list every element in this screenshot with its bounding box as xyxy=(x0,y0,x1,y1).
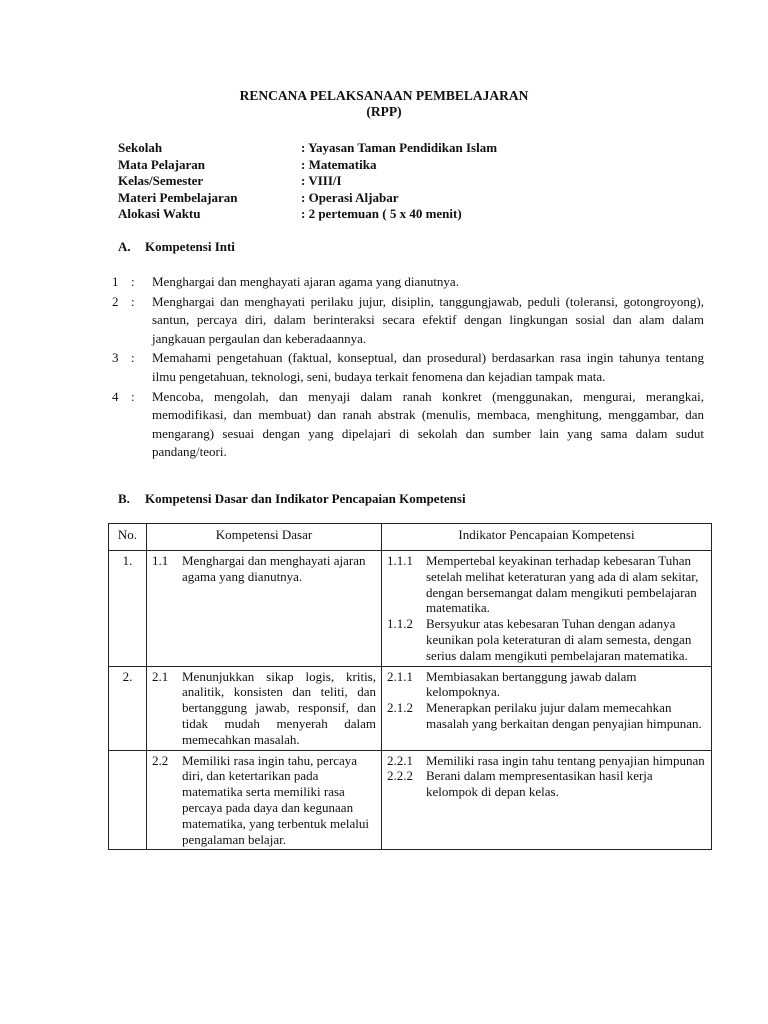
item-text: Menghargai dan menghayati perilaku jujur, disiplin, tanggungjawab, peduli (toleransi, gotongroyong), santun, percaya diri, dalam berinteraksi secara efektif dengan lingkungan sosial dan alam dalam jangkauan pergaulan dan keberadaannya. xyxy=(152,293,704,346)
indicator-entry xyxy=(387,700,706,732)
competency-table xyxy=(108,523,712,850)
kd-code: 2.2 xyxy=(152,752,169,768)
identity-value: : VIII/I xyxy=(301,173,342,188)
list-item xyxy=(112,273,704,292)
kd-code: 2.1 xyxy=(152,668,169,684)
kd-cell xyxy=(147,666,382,750)
indicator-text: Berani dalam mempresentasikan hasil kerja kelompok di depan kelas. xyxy=(426,768,653,800)
section-b-heading xyxy=(118,491,466,507)
item-number: 2 xyxy=(112,293,119,309)
indicator-code: 2.1.2 xyxy=(387,700,413,716)
indicator-entry xyxy=(387,553,706,616)
indicator-cell xyxy=(382,551,712,667)
section-letter: A. xyxy=(118,239,131,254)
indicator-code: 2.2.2 xyxy=(387,768,413,784)
item-text: Menghargai dan menghayati ajaran agama yang dianutnya. xyxy=(152,274,459,289)
item-number: 4 xyxy=(112,388,119,404)
identity-value: : Matematika xyxy=(301,156,377,172)
indicator-text: Memiliki rasa ingin tahu tentang penyajian himpunan xyxy=(426,752,705,768)
header-kompetensi-dasar: Kompetensi Dasar xyxy=(147,524,382,551)
identity-row-alokasi-waktu xyxy=(118,206,718,223)
indicator-entry xyxy=(387,753,706,769)
indicator-entry xyxy=(387,616,706,663)
section-letter: B. xyxy=(118,491,130,506)
indicator-entry xyxy=(387,669,706,701)
identity-row-materi xyxy=(118,190,718,207)
item-text: Memahami pengetahuan (faktual, konseptual, dan prosedural) berdasarkan rasa ingin tahunya tentang ilmu pengetahuan, teknologi, seni, budaya terkait fenomena dan kejadian tampak mata. xyxy=(152,350,704,384)
item-colon: : xyxy=(131,388,135,404)
identity-value: : 2 pertemuan ( 5 x 40 menit) xyxy=(301,206,462,221)
identity-block xyxy=(118,140,718,223)
identity-row-kelas-semester xyxy=(118,173,718,190)
kd-entry xyxy=(152,553,376,585)
indicator-code: 1.1.2 xyxy=(387,616,413,632)
header-indikator: Indikator Pencapaian Kompetensi xyxy=(382,524,712,551)
item-colon: : xyxy=(131,350,135,366)
table-header-row xyxy=(109,524,712,551)
indicator-text: Membiasakan bertanggung jawab dalam kelompoknya. xyxy=(426,668,637,700)
indicator-code: 2.2.1 xyxy=(387,752,413,768)
kd-code: 1.1 xyxy=(152,553,169,568)
indicator-text: Mempertebal keyakinan terhadap kebesaran Tuhan setelah melihat keteraturan yang ada di alam sekitar, dengan bersemangat dalam mengikuti pembelajaran matematika. xyxy=(426,553,699,616)
indicator-cell xyxy=(382,750,712,850)
indicator-code: 2.1.1 xyxy=(387,668,413,684)
indicator-entry xyxy=(387,768,706,800)
document-title: RENCANA PELAKSANAAN PEMBELAJARAN xyxy=(239,88,529,103)
table-row xyxy=(109,750,712,850)
identity-label: Kelas/Semester xyxy=(118,173,204,188)
item-number: 3 xyxy=(112,350,119,366)
identity-value: : Yayasan Taman Pendidikan Islam xyxy=(301,140,498,155)
identity-label: Mata Pelajaran xyxy=(118,156,206,172)
identity-value: : Operasi Aljabar xyxy=(301,189,399,205)
row-number xyxy=(109,750,147,850)
item-colon: : xyxy=(131,274,135,289)
item-number: 1 xyxy=(112,274,119,289)
row-number: 1. xyxy=(109,551,147,667)
identity-label: Alokasi Waktu xyxy=(118,206,201,221)
indicator-cell xyxy=(382,666,712,750)
list-item xyxy=(112,293,704,349)
kd-cell xyxy=(147,750,382,850)
item-colon: : xyxy=(131,293,135,309)
list-item xyxy=(112,349,704,386)
section-a-heading xyxy=(118,239,235,255)
identity-label: Materi Pembelajaran xyxy=(118,189,238,205)
row-number: 2. xyxy=(109,666,147,750)
kd-text: Memiliki rasa ingin tahu, percaya diri, dan ketertarikan pada matematika serta memiliki rasa percaya pada daya dan kegunaan matematika, yang terbentuk melalui pengalaman belajar. xyxy=(182,752,369,847)
indicator-text: Bersyukur atas kebesaran Tuhan dengan adanya keunikan pola keteraturan di alam semesta, dengan serius dalam mengikuti pembelajaran matematika. xyxy=(426,616,692,663)
kd-text: Menunjukkan sikap logis, kritis, analitik, konsisten dan teliti, dan bertanggung jawab, responsif, dan tidak mudah menyerah dalam memecahkan masalah. xyxy=(182,668,376,747)
kd-entry xyxy=(152,669,376,748)
table-row xyxy=(109,666,712,750)
identity-row-sekolah xyxy=(118,140,718,157)
kd-cell xyxy=(147,551,382,667)
section-title: Kompetensi Dasar dan Indikator Pencapaian Kompetensi xyxy=(145,491,466,506)
list-item xyxy=(112,388,704,462)
identity-label: Sekolah xyxy=(118,140,163,155)
section-title: Kompetensi Inti xyxy=(145,239,235,254)
kd-entry xyxy=(152,753,376,848)
header-no: No. xyxy=(109,524,147,551)
identity-row-mata-pelajaran xyxy=(118,157,718,174)
document-subtitle: (RPP) xyxy=(366,104,402,119)
table-row xyxy=(109,551,712,667)
item-text: Mencoba, mengolah, dan menyaji dalam ranah konkret (menggunakan, mengurai, merangkai, memodifikasi, dan membuat) dan ranah abstrak (menulis, membaca, menghitung, menggambar, dan mengarang) sesuai dengan yang dipelajari di sekolah dan sumber lain yang sama dalam sudut pandang/teori. xyxy=(152,388,704,460)
indicator-text: Menerapkan perilaku jujur dalam memecahkan masalah yang berkaitan dengan penyajian himpunan. xyxy=(426,700,702,731)
indicator-code: 1.1.1 xyxy=(387,553,413,568)
kd-text: Menghargai dan menghayati ajaran agama yang dianutnya. xyxy=(182,553,366,584)
kompetensi-inti-list xyxy=(112,273,704,463)
